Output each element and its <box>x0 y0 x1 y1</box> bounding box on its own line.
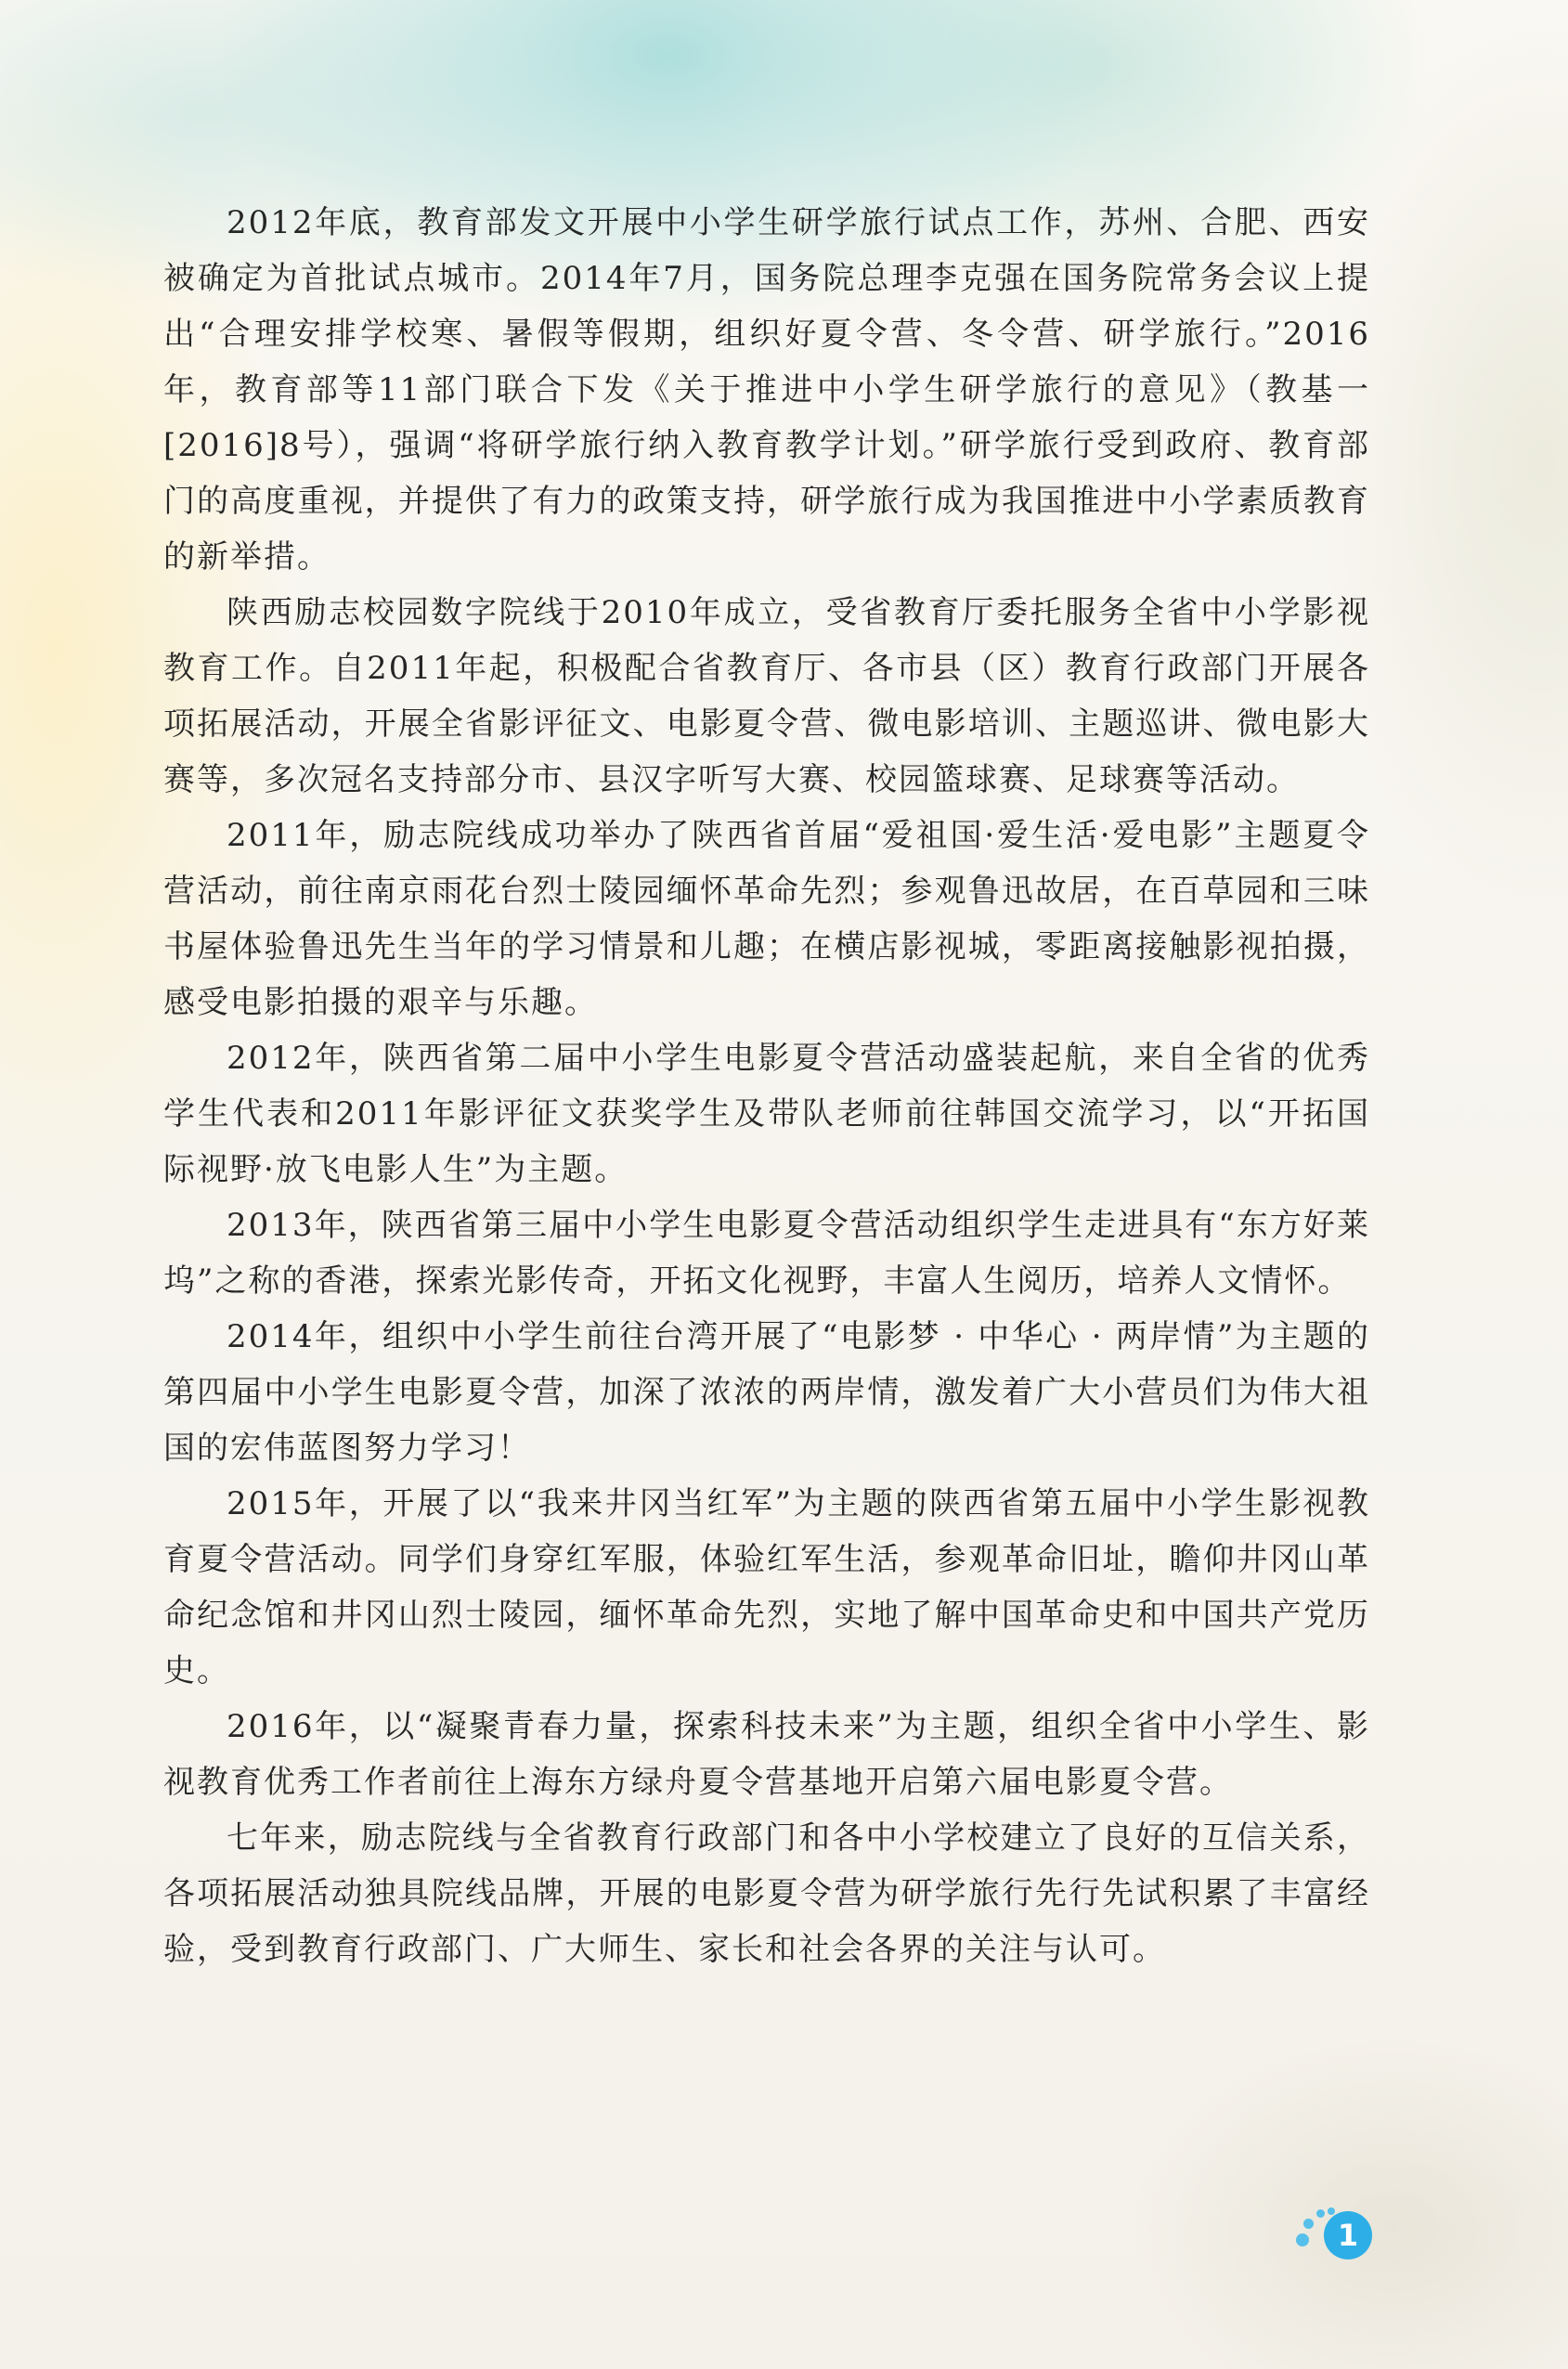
body-text <box>163 195 1370 1977</box>
page-number: 1 <box>1324 2211 1372 2259</box>
paragraph-2: 陕西励志校园数字院线于2010年成立，受省教育厅委托服务全省中小学影视教育工作。自2011年起，积极配合省教育厅、各市县（区）教育行政部门开展各项拓展活动，开展全省影评征文、电影夏令营、微电影培训、主题巡讲、微电影大赛等，多次冠名支持部分市、县汉字听写大赛、校园篮球赛、足球赛等活动。 <box>163 594 1370 798</box>
paragraph-4: 2012年，陕西省第二届中小学生电影夏令营活动盛装起航，来自全省的优秀学生代表和2011年影评征文获奖学生及带队老师前往韩国交流学习，以“开拓国际视野·放飞电影人生”为主题。 <box>163 1040 1370 1188</box>
paw-print-icon <box>1303 2219 1314 2229</box>
page-number-badge <box>1290 2207 1393 2263</box>
paragraph-5: 2013年，陕西省第三届中小学生电影夏令营活动组织学生走进具有“东方好莱坞”之称的香港，探索光影传奇，开拓文化视野，丰富人生阅历，培养人文情怀。 <box>163 1207 1370 1300</box>
paw-print-icon <box>1328 2207 1335 2215</box>
paragraph-9: 七年来，励志院线与全省教育行政部门和各中小学校建立了良好的互信关系，各项拓展活动独具院线品牌，开展的电影夏令营为研学旅行先行先试积累了丰富经验，受到教育行政部门、广大师生、家长和社会各界的关注与认可。 <box>163 1819 1370 1968</box>
paragraph-6: 2014年，组织中小学生前往台湾开展了“电影梦 · 中华心 · 两岸情”为主题的第四届中小学生电影夏令营，加深了浓浓的两岸情，激发着广大小营员们为伟大祖国的宏伟蓝图努力学习！ <box>163 1318 1370 1467</box>
paragraph-8: 2016年，以“凝聚青春力量，探索科技未来”为主题，组织全省中小学生、影视教育优秀工作者前往上海东方绿舟夏令营基地开启第六届电影夏令营。 <box>163 1708 1370 1801</box>
paragraph-1: 2012年底，教育部发文开展中小学生研学旅行试点工作，苏州、合肥、西安被确定为首批试点城市。2014年7月，国务院总理李克强在国务院常务会议上提出“合理安排学校寒、暑假等假期，组织好夏令营、冬令营、研学旅行。”2016年，教育部等11部门联合下发《关于推进中小学生研学旅行的意见》（教基一[2016]8号），强调“将研学旅行纳入教育教学计划。”研学旅行受到政府、教育部门的高度重视，并提供了有力的政策支持，研学旅行成为我国推进中小学素质教育的新举措。 <box>163 204 1370 576</box>
paw-print-icon <box>1316 2209 1325 2218</box>
paragraph-3: 2011年，励志院线成功举办了陕西省首届“爱祖国·爱生活·爱电影”主题夏令营活动，前往南京雨花台烈士陵园缅怀革命先烈；参观鲁迅故居，在百草园和三味书屋体验鲁迅先生当年的学习情景和儿趣；在横店影视城，零距离接触影视拍摄，感受电影拍摄的艰辛与乐趣。 <box>163 817 1370 1021</box>
paw-print-icon <box>1296 2233 1309 2246</box>
paragraph-7: 2015年，开展了以“我来井冈当红军”为主题的陕西省第五届中小学生影视教育夏令营活动。同学们身穿红军服，体验红军生活，参观革命旧址，瞻仰井冈山革命纪念馆和井冈山烈士陵园，缅怀革命先烈，实地了解中国革命史和中国共产党历史。 <box>163 1485 1370 1689</box>
